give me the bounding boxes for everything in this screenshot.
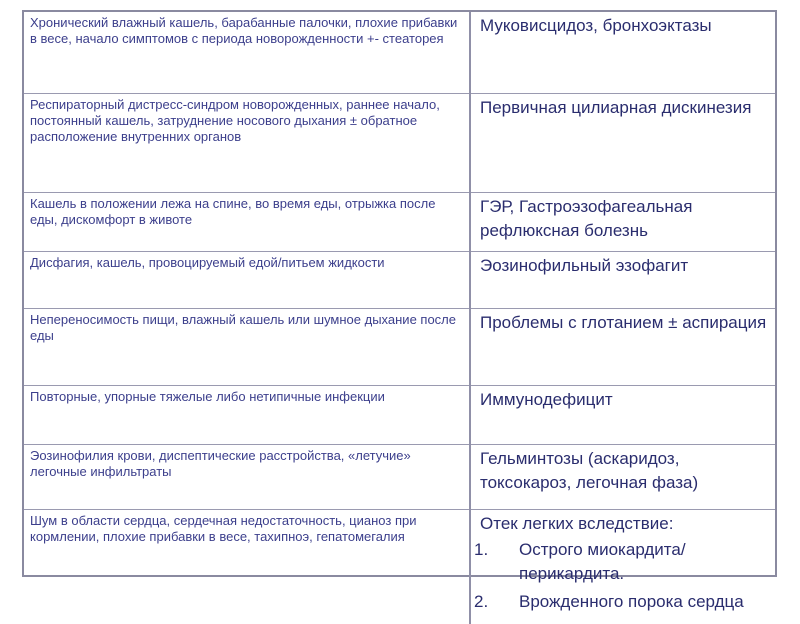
symptom-cell: Эозинофилия крови, диспептические расстройства, «летучие» легочные инфильтраты [24, 445, 470, 510]
table [24, 12, 775, 624]
diagnosis-cause-list [480, 538, 767, 614]
diagnosis-cell: Проблемы с глотанием ± аспирация [470, 309, 775, 386]
symptom-cell: Шум в области сердца, сердечная недостаточность, цианоз при кормлении, плохие прибавки в весе, тахипноэ, гепатомегалия [24, 510, 470, 624]
differential-diagnosis-table [22, 10, 777, 577]
table-row [24, 193, 775, 252]
diagnosis-cell: Гельминтозы (аскаридоз, токсокароз, легочная фаза) [470, 445, 775, 510]
diagnosis-cell: Эозинофильный эзофагит [470, 252, 775, 309]
diagnosis-heading: Отек легких вследствие: [480, 512, 767, 536]
table-row [24, 386, 775, 445]
symptom-cell: Хронический влажный кашель, барабанные палочки, плохие прибавки в весе, начало симптомов с периода новорожденности +- стеаторея [24, 12, 470, 94]
list-item [480, 590, 767, 614]
list-item [480, 538, 767, 586]
table-row [24, 510, 775, 624]
diagnosis-cell: Первичная цилиарная дискинезия [470, 94, 775, 193]
symptom-cell: Непереносимость пищи, влажный кашель или шумное дыхание после еды [24, 309, 470, 386]
list-number: 1. [474, 538, 488, 562]
table-row [24, 445, 775, 510]
symptom-cell: Респираторный дистресс-синдром новорожденных, раннее начало, постоянный кашель, затруднение носового дыхания ± обратное расположение внутренних органов [24, 94, 470, 193]
list-number: 2. [474, 590, 488, 614]
table-row [24, 94, 775, 193]
diagnosis-cell: Иммунодефицит [470, 386, 775, 445]
symptom-cell: Повторные, упорные тяжелые либо нетипичные инфекции [24, 386, 470, 445]
table-row [24, 252, 775, 309]
table-row [24, 309, 775, 386]
diagnosis-cell [470, 510, 775, 624]
diagnosis-cell: Муковисцидоз, бронхоэктазы [470, 12, 775, 94]
table-row [24, 12, 775, 94]
list-item-text: Врожденного порока сердца [519, 592, 744, 611]
symptom-cell: Дисфагия, кашель, провоцируемый едой/питьем жидкости [24, 252, 470, 309]
symptom-cell: Кашель в положении лежа на спине, во время еды, отрыжка после еды, дискомфорт в животе [24, 193, 470, 252]
diagnosis-cell: ГЭР, Гастроэзофагеальная рефлюксная болезнь [470, 193, 775, 252]
list-item-text: Острого миокардита/перикардита. [519, 540, 686, 583]
